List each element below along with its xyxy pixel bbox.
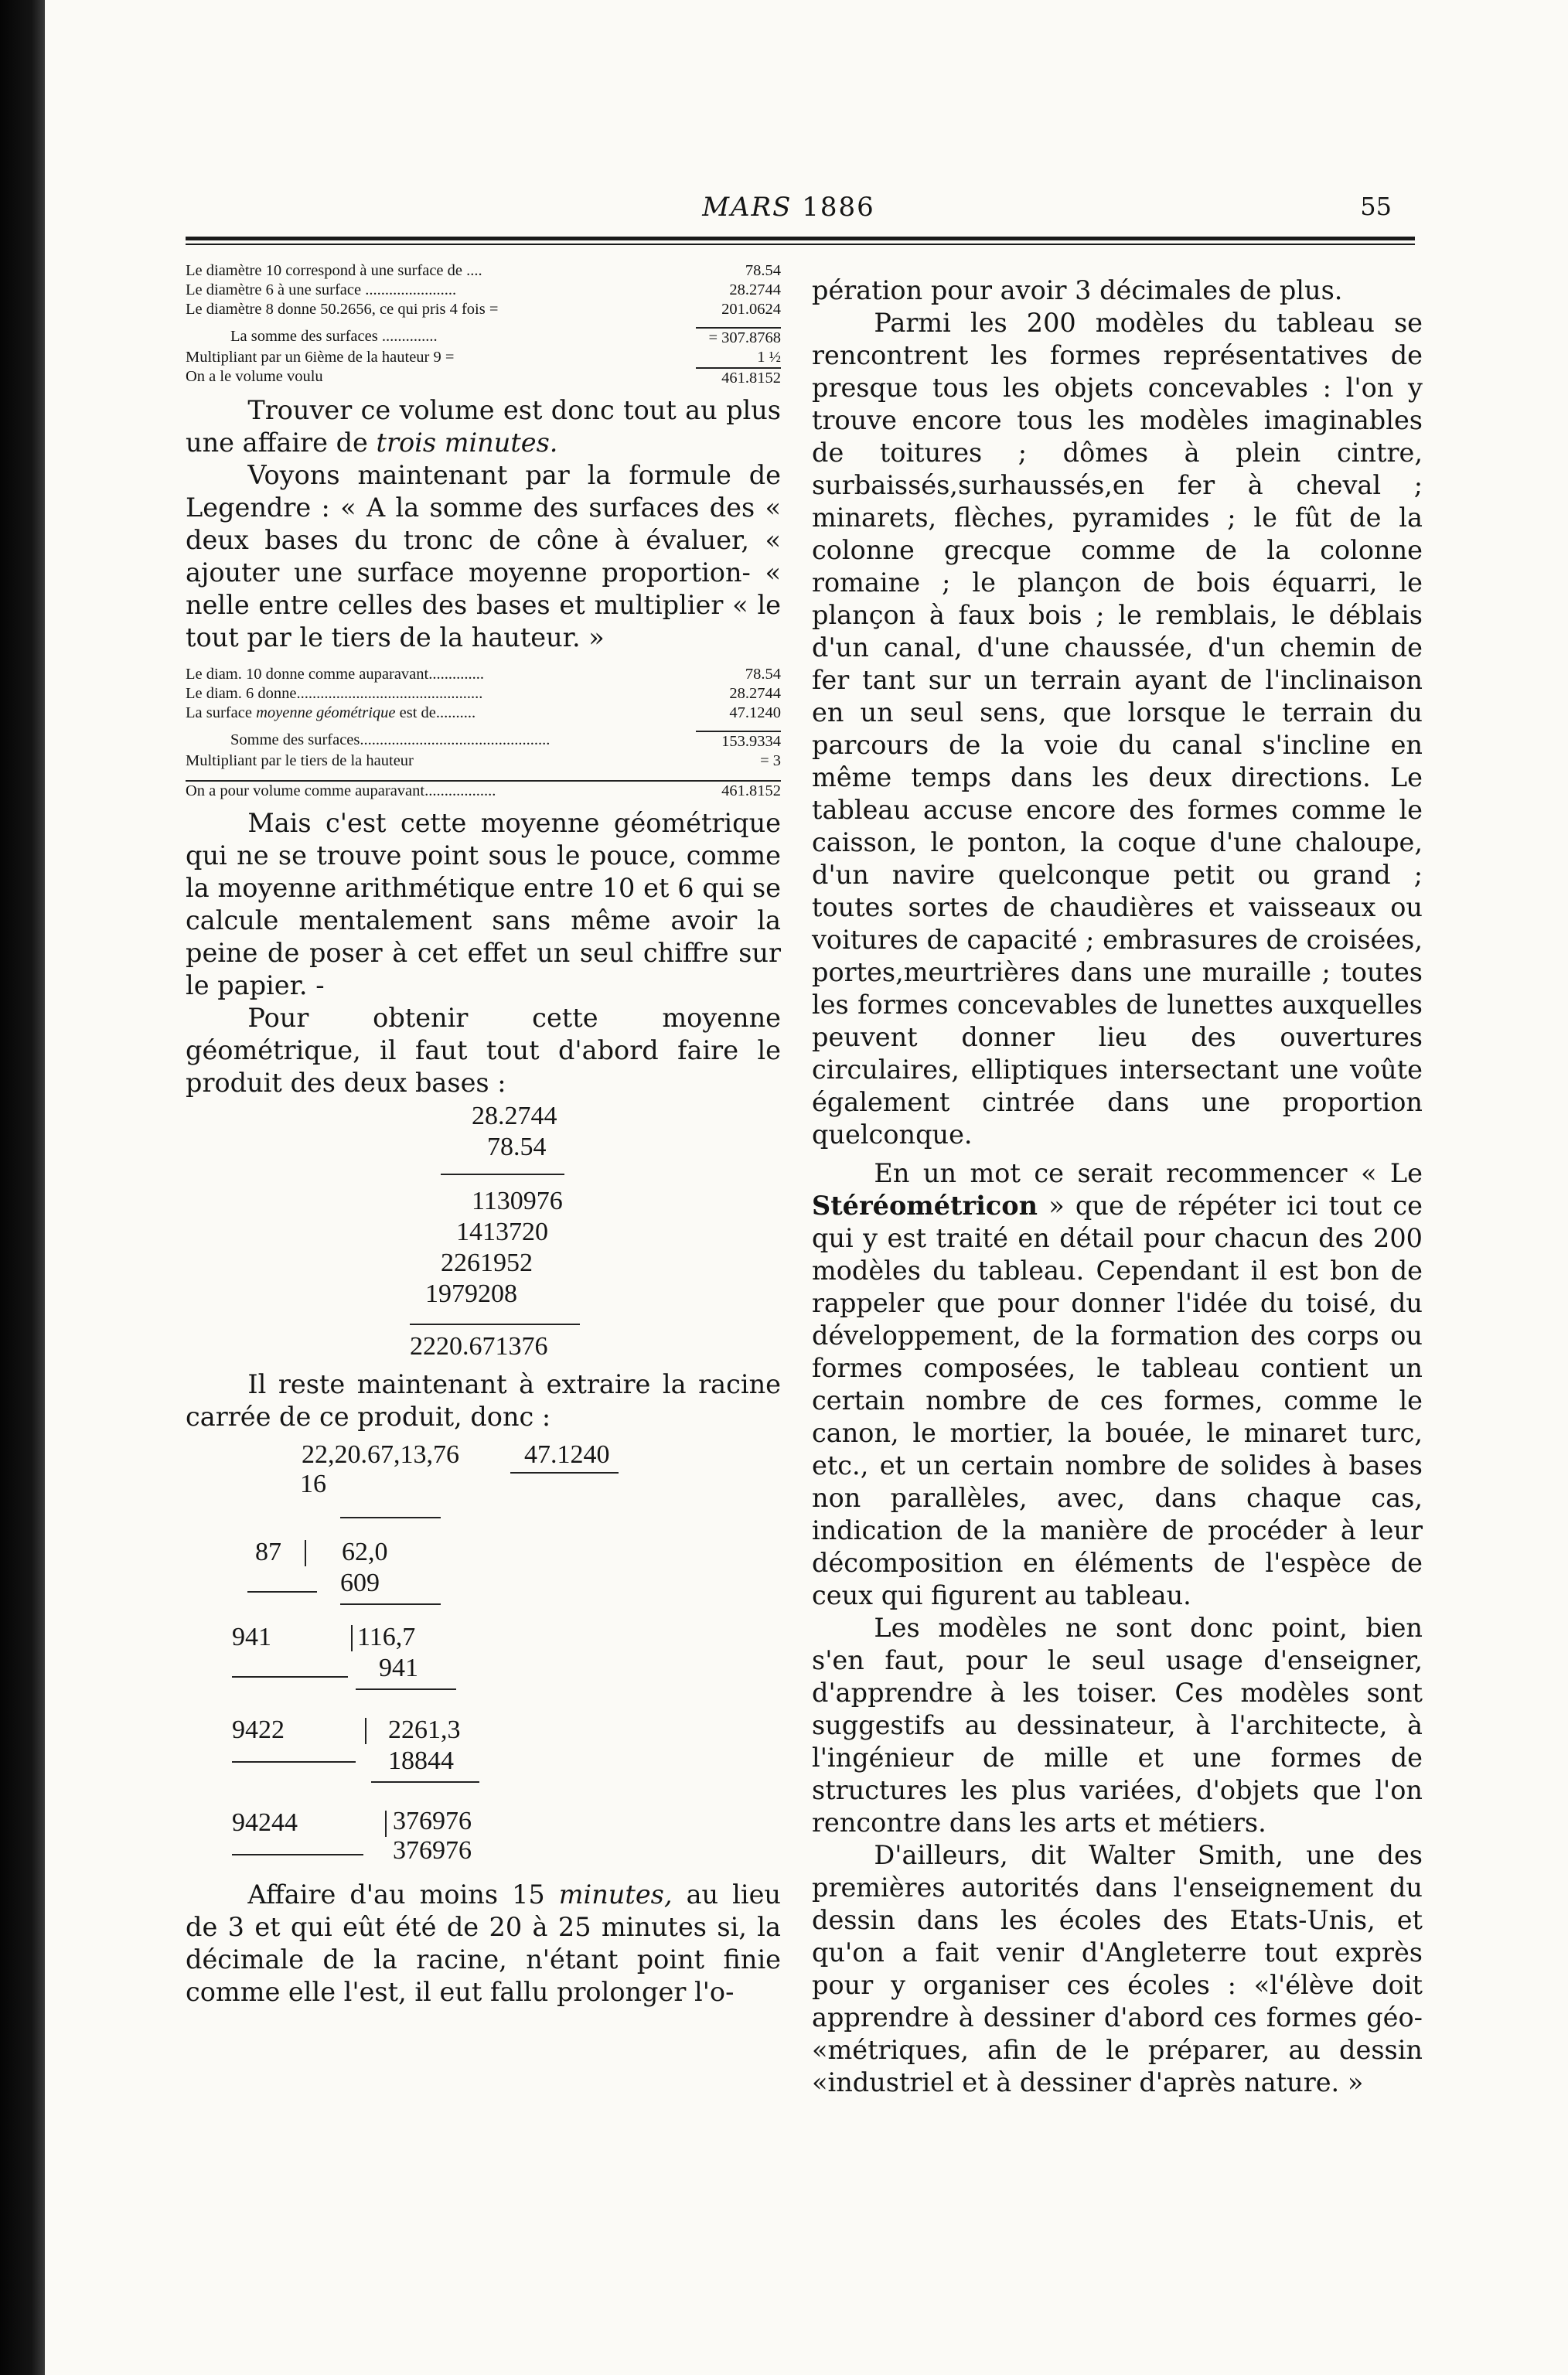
remainder: 62,0	[342, 1538, 388, 1566]
table-result-row	[186, 780, 781, 801]
binding-edge	[0, 0, 45, 2375]
bar	[351, 1625, 353, 1651]
table-value: = 307.8768	[696, 327, 781, 348]
remainder: 116,7	[357, 1623, 416, 1651]
multiplication-work	[186, 1099, 781, 1517]
rule	[232, 1676, 348, 1678]
header-year: 1886	[802, 192, 875, 223]
header-month: MARS	[702, 192, 793, 223]
right-column	[812, 274, 1423, 2099]
table-label: Le diam. 6 donne...............................................	[186, 685, 483, 702]
table-label: On a pour volume comme auparavant..................	[186, 782, 496, 799]
table-value: = 3	[760, 752, 781, 769]
table-label: Le diamètre 6 à une surface .......................	[186, 281, 457, 298]
table-value: 78.54	[745, 262, 781, 279]
table-value: 78.54	[745, 666, 781, 683]
bar	[305, 1540, 306, 1566]
paragraph	[186, 394, 781, 459]
table-sum-row	[186, 327, 781, 348]
paragraph: Pour obtenir cette moyenne géométrique, il faut tout d'abord faire le produit des deux bases :	[186, 1003, 781, 1098]
root: 47.1240	[524, 1440, 610, 1469]
rule	[232, 1761, 356, 1763]
divisor: 94244	[232, 1808, 298, 1837]
table-result-row	[186, 367, 781, 388]
paragraph-emphasis: minutes,	[558, 1879, 673, 1910]
paragraph-emphasis: trois minutes.	[376, 428, 558, 458]
table-value: 47.1240	[729, 704, 781, 721]
table-value: 461.8152	[696, 367, 781, 388]
radicand: 22,20.67,13,76	[302, 1440, 459, 1469]
paragraph-text: au lieu de 3 et qui eût été de 20 à 25 minutes si, la décimale de la racine, n'étant point finie comme elle l'est, il eut fallu prolonger l'o-	[186, 1879, 781, 2007]
rule	[247, 1591, 317, 1593]
paragraph: Voyons maintenant par la formule de Legendre : « A la somme des surfaces des « deux bases du tronc de cône à évaluer, « ajouter une surface moyenne proportion- « nelle entre celles des bases et multiplier « le tout par le tiers de la hauteur. »	[186, 460, 781, 653]
header-rule	[186, 237, 1415, 240]
table-row	[186, 665, 781, 684]
multiplier: 78.54	[487, 1133, 547, 1161]
remainder: 376976	[393, 1807, 472, 1835]
table-label: Le diamètre 8 donne 50.2656, ce qui pris 4 fois =	[186, 301, 499, 318]
square-root-work	[186, 1517, 781, 1927]
table-label: Le diam. 10 donne comme auparavant..............	[186, 666, 484, 683]
subtrahend: 609	[340, 1569, 380, 1597]
page-number: 55	[1360, 192, 1392, 221]
partial-product: 1979208	[425, 1280, 517, 1308]
table-sum-row	[186, 731, 781, 751]
table-label: Multipliant par un 6ième de la hauteur 9 =	[186, 349, 455, 366]
volume-table-1	[186, 261, 781, 388]
partial-product: 1413720	[456, 1218, 548, 1246]
paragraph-text: Trouver ce volume est donc tout au plus une affaire de	[186, 395, 781, 458]
rule	[340, 1517, 441, 1518]
rule	[356, 1688, 456, 1690]
bar	[365, 1718, 366, 1744]
page-header	[186, 192, 1392, 230]
table-row	[186, 751, 781, 771]
left-column	[186, 255, 781, 2009]
table-row	[186, 281, 781, 300]
table-row	[186, 348, 781, 367]
paragraph: Mais c'est cette moyenne géométrique qui ne se trouve point sous le pouce, comme la moyenne arithmétique entre 10 et 6 qui se calcule mentalement sans même avoir la peine de poser à cet effet un seul chiffre sur le papier. -	[186, 808, 781, 1000]
table-value: 28.2744	[729, 685, 781, 702]
rule	[410, 1324, 580, 1325]
paragraph: Il reste maintenant à extraire la racine carrée de ce produit, donc :	[186, 1369, 781, 1432]
remainder: 2261,3	[388, 1716, 461, 1744]
product: 2220.671376	[410, 1332, 548, 1361]
divisor: 87	[255, 1538, 281, 1566]
table-label: Multipliant par le tiers de la hauteur	[186, 752, 414, 769]
subtrahend: 941	[379, 1654, 418, 1682]
partial-product: 2261952	[441, 1249, 533, 1277]
rule	[510, 1472, 619, 1474]
paragraph: D'ailleurs, dit Walter Smith, une des premières autorités dans l'enseignement du dessin dans les écoles des Etats-Unis, et qu'on a fait venir d'Angleterre tout exprès pour y organiser ces écoles : «l'élève doit apprendre à dessiner d'abord ces formes géo- «métriques, afin de le préparer, au dessin «industriel et à dessiner d'après nature. »	[812, 1840, 1423, 2097]
subtrahend: 376976	[393, 1836, 472, 1865]
bar	[385, 1811, 387, 1837]
table-label: Le diamètre 10 correspond à une surface de ....	[186, 262, 482, 279]
paragraph-text: En un mot ce serait recommencer « Le	[874, 1158, 1423, 1188]
table-label: La surface moyenne géométrique est de..........	[186, 704, 476, 721]
paragraph-text: Affaire d'au moins 15	[247, 1879, 545, 1910]
table-value: 461.8152	[721, 782, 781, 799]
paragraph	[812, 1157, 1423, 1612]
table-label: Somme des surfaces................................................	[230, 731, 551, 748]
volume-table-2	[186, 665, 781, 801]
header-rule-thin	[186, 244, 1415, 245]
paragraph: Les modèles ne sont donc point, bien s'en faut, pour le seul usage d'enseigner, d'apprendre à les toiser. Ces modèles sont suggestifs au dessinateur, à l'architecte, à l'ingénieur de mille et une formes de structures les plus variées, d'objets que l'on rencontre dans les arts et métiers.	[812, 1613, 1423, 1838]
table-value: 153.9334	[696, 731, 781, 751]
paragraph: Parmi les 200 modèles du tableau se rencontrent les formes représentatives de presque tous les objets concevables : l'on y trouve encore tous les modèles imaginables de toitures ; dômes à plein cintre, surbaissés,surhaussés,en fer à cheval ; minarets, flèches, pyramides ; le fût de la colonne grecque comme de la colonne romaine ; le plançon de bois équarri, le plançon à faux bois ; le remblais, le déblais d'un canal, d'une chaussée, d'un chemin de fer tant sur un terrain ayant de l'inclinaison en un seul sens, que lorsque le terrain du parcours de la voie du canal s'incline en même temps dans les deux directions. Le tableau accuse encore des formes comme le caisson, le ponton, la coque d'une chaloupe, d'un navire quelconque petit ou grand ; toutes sortes de chaudières et vaisseaux ou voitures de capacité ; embrasures de croisées, portes,meurtrières dans une muraille ; toutes les formes concevables de lunettes auxquelles peuvent donner lieu des ouvertures circulaires, elliptiques intersectant une voûte également cintrée dans une proportion quelconque.	[812, 308, 1423, 1150]
paragraph-text: » que de répéter ici tout ce qui y est traité en détail pour chacun des 200 modèles du tableau. Cependant il est bon de rappeler que pour donner l'idée du toisé, du développement, de la formation des corps ou formes composées, le tableau contient un certain nombre de ces formes, comme le canon, le mortier, la bouée, le minaret turc, etc., et un certain nombre de solides à bases non parallèles, avec, dans chaque cas, indication de la manière de procéder à leur décomposition en éléments de l'espèce de ceux qui figurent au tableau.	[812, 1191, 1423, 1610]
table-label: On a le volume voulu	[186, 368, 323, 385]
running-title	[186, 192, 1392, 223]
subtrahend: 18844	[388, 1746, 454, 1775]
rule	[340, 1603, 441, 1605]
rule	[232, 1854, 363, 1855]
divisor: 9422	[232, 1716, 285, 1744]
rule	[441, 1174, 564, 1175]
first-square: 16	[300, 1470, 326, 1498]
paragraph-strong: Stéréométricon	[812, 1191, 1038, 1221]
multiplicand: 28.2744	[472, 1102, 557, 1130]
table-row	[186, 684, 781, 704]
table-row	[186, 704, 781, 723]
divisor: 941	[232, 1623, 271, 1651]
rule	[371, 1781, 479, 1783]
table-row	[186, 261, 781, 281]
table-row	[186, 300, 781, 319]
partial-product: 1130976	[472, 1187, 563, 1215]
table-value: 1 ½	[757, 349, 781, 366]
table-value: 28.2744	[729, 281, 781, 298]
paragraph: pération pour avoir 3 décimales de plus.	[812, 275, 1343, 305]
table-value: 201.0624	[721, 301, 781, 318]
table-label: La somme des surfaces ..............	[230, 328, 438, 345]
